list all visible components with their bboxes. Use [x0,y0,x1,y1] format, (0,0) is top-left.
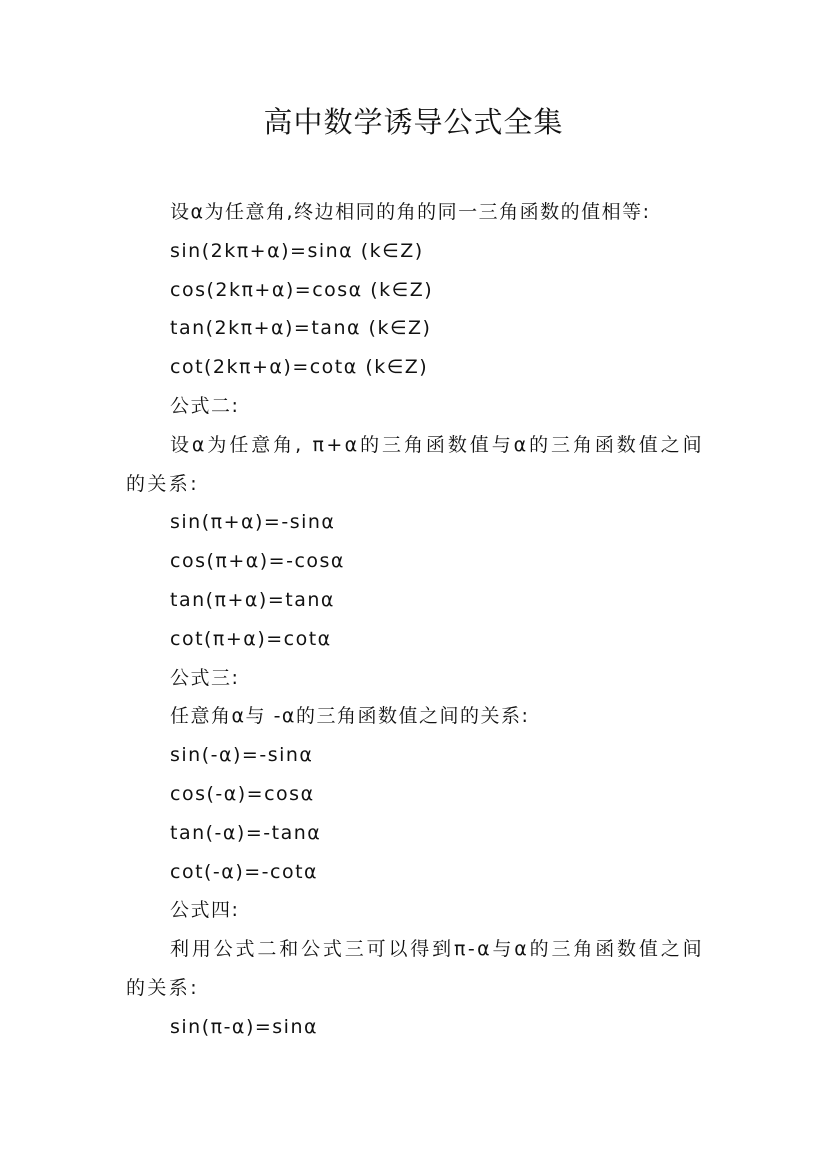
text-paragraph: 利用公式二和公式三可以得到π-α与α的三角函数值之间的关系: [126,938,704,999]
formula-line: tan(2kπ+α)=tanα (k∈Z) [170,317,432,340]
section-heading: 公式二: [170,394,240,417]
text-line: 任意角α与 -α的三角函数值之间的关系: [170,705,530,728]
formula-line: tan(-α)=-tanα [170,821,322,844]
formula-line: tan(π+α)=tanα [170,588,335,611]
formula-line: cot(π+α)=cotα [170,627,332,650]
section-heading: 公式四: [170,899,240,922]
document-title: 高中数学诱导公式全集 [263,105,564,139]
formula-line: sin(π-α)=sinα [170,1015,319,1038]
document-body [126,193,704,1047]
text-line: 设α为任意角,终边相同的角的同一三角函数的值相等: [170,201,651,223]
formula-line: sin(2kπ+α)=sinα (k∈Z) [170,239,424,262]
formula-line: cos(-α)=cosα [170,782,315,805]
formula-line: cot(-α)=-cotα [170,860,319,883]
formula-line: cot(2kπ+α)=cotα (k∈Z) [170,356,429,379]
text-paragraph: 设α为任意角, π+α的三角函数值与α的三角函数值之间的关系: [126,433,704,495]
formula-line: sin(-α)=-sinα [170,744,314,767]
formula-line: cos(2kπ+α)=cosα (k∈Z) [170,278,434,301]
section-heading: 公式三: [170,666,240,689]
formula-line: sin(π+α)=-sinα [170,511,336,534]
formula-line: cos(π+α)=-cosα [170,550,345,573]
